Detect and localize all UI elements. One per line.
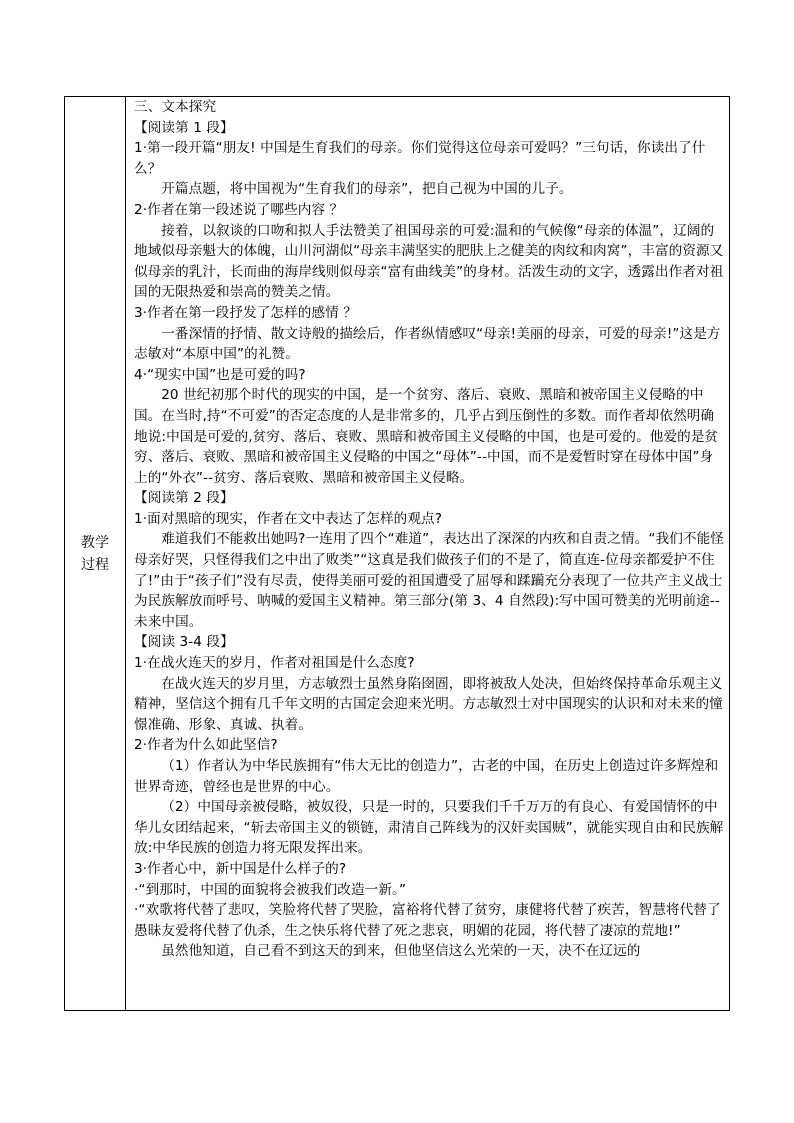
paragraph: 2·作者为什么如此坚信?: [134, 737, 278, 754]
paragraph: 3·作者在第一段抒发了怎样的感情 ？: [134, 304, 357, 321]
content-cell: [126, 97, 729, 1010]
paragraph: 3·作者心中，新中国是什么样子的?: [134, 860, 347, 877]
paragraph: 1·面对黑暗的现实，作者在文中表达了怎样的观点?: [134, 510, 443, 527]
paragraph: 1·第一段开篇“朋友! 中国是生育我们的母亲。你们觉得这位母亲可爱吗？”三句话，你读出了什么？: [134, 140, 706, 177]
paragraph: 2·作者在第一段述说了哪些内容 ？: [134, 201, 344, 218]
paragraph: 一番深情的抒情、散文诗般的描绘后，作者纵情感叹“母亲!美丽的母亲，可爱的母亲!”这是方志敏对“本原中国”的礼赞。: [134, 325, 721, 363]
paragraph: 20 世纪初那个时代的现实的中国，是一个贫穷、落后、衰败、黑暗和被帝国主义侵略的中国。在当时,持“不可爱”的否定态度的人是非常多的，几乎占到压倒性的多数。而作者却依然明确地说:中国是可爱的,贫穷、落后、衰败、黑暗和被帝国主义侵略的中国，也是可爱的。他爱的是贫穷、落后、衰败、黑暗和被帝国主义侵略的中国之“母体”--中国，而不是爱暂时穿在母体中国”身上的“外衣”--贫穷、落后衰败、黑暗和被帝国主义侵略。: [134, 387, 719, 486]
content-text: [134, 97, 725, 962]
paragraph: 接着，以叙谈的口吻和拟人手法赞美了祖国母亲的可爱:温和的气候像“母亲的体温”，辽阔的地域似母亲魁大的体魄，山川河湖似“母亲丰满坚实的肥肤上之健美的肉纹和肉窝”，丰富的资源又似母亲的乳汁，长而曲的海岸线则似母亲“富有曲线美”的身材。活泼生动的文字，透露出作者对祖国的无限热爱和崇高的赞美之情。: [134, 222, 724, 301]
paragraph: ·“到那时，中国的面貌将会被我们改造一新。”: [134, 881, 407, 898]
paragraph: 开篇点题，将中国视为“生育我们的母亲”，把自己视为中国的儿子。: [161, 181, 573, 198]
paragraph: 1·在战火连天的岁月，作者对祖国是什么态度?: [134, 655, 415, 672]
paragraph: ·“欢歌将代替了悲叹，笑脸将代替了哭脸，富裕将代替了贫穷，康健将代替了疾苦，智慧将代替了愚昧友爱将代替了仇杀，生之快乐将代替了死之悲哀，明媚的花园，将代替了凄凉的荒地!”: [134, 902, 721, 939]
section-heading: 【阅读 3-4 段】: [134, 634, 234, 651]
section-heading: 【阅读第 2 段】: [134, 490, 234, 507]
paragraph: 在战火连天的岁月里，方志敏烈士虽然身陷囹圄，即将被敌人处决，但始终保持革命乐观主义精神，坚信这个拥有几千年文明的古国定会迎来光明。方志敏烈士对中国现实的认识和对未来的憧憬准确、形象、真诚、执着。: [134, 675, 723, 733]
paragraph: 虽然他知道，自己看不到这天的到来，但他坚信这么光荣的一天，决不在辽远的: [161, 943, 641, 960]
paragraph: 4·“现实中国”也是可爱的吗?: [134, 366, 306, 383]
paragraph: （1）作者认为中华民族拥有“伟大无比的创造力”，古老的中国，在历史上创造过许多辉煌和世界奇迹，曾经也是世界的中心。: [134, 758, 719, 795]
lesson-table: [64, 96, 730, 1011]
section-heading: 【阅读第 1 段】: [134, 119, 234, 136]
section-heading: 三、文本探究: [134, 99, 217, 115]
label-cell: [65, 97, 126, 1010]
paragraph: 难道我们不能救出她吗?一连用了四个“难道”，表达出了深深的内疚和自责之情。“我们不能怪母亲好哭，只怪得我们之中出了败类”“这真是我们做孩子们的不是了，简直连-位母亲都爱护不住了!”由于“孩子们”没有尽责，使得美丽可爱的祖国遭受了屈辱和蹂躏充分表现了一位共产主义战士为民族解放而呼号、呐喊的爱国主义精神。第三部分(第 3、4 自然段):写中国可赞美的光明前途--未来中国。: [134, 531, 724, 630]
row-label: 教学过程: [81, 534, 109, 573]
paragraph: （2）中国母亲被侵略，被奴役，只是一时的，只要我们千千万万的有良心、有爱国情怀的中华儿女团结起来，“斩去帝国主义的锁链，肃清自己阵线为的汉奸卖国贼”，就能实现自由和民族解放:中华民族的创造力将无限发挥出来。: [134, 799, 724, 857]
